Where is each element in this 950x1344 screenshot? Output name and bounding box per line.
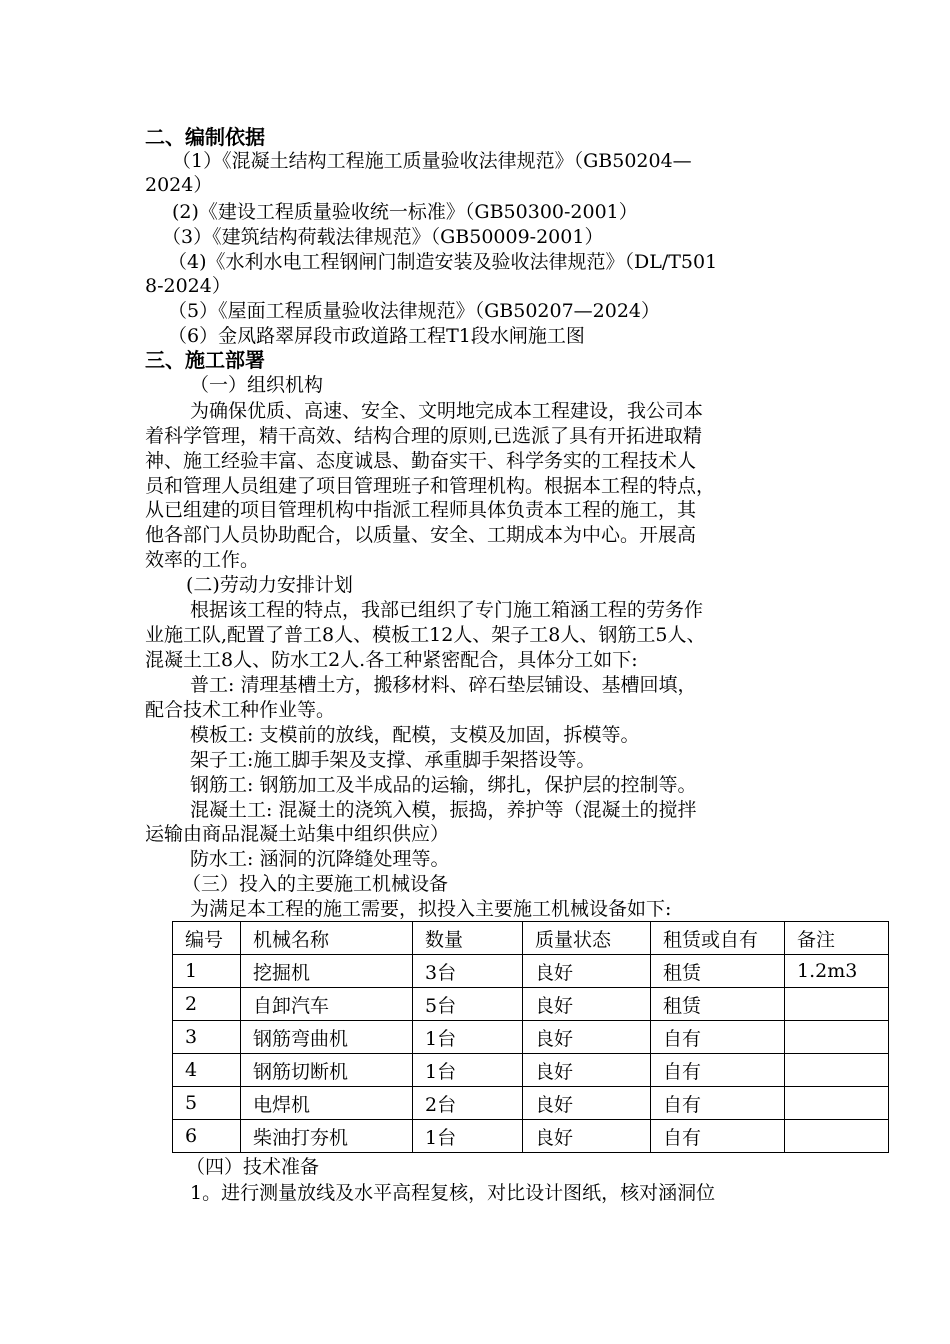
reference-1-cont: 2024） [145, 174, 213, 196]
table-cell: 良好 [523, 1120, 651, 1153]
table-cell: 租赁 [651, 988, 785, 1021]
table-cell: 租赁 [651, 955, 785, 988]
header-cell: 备注 [785, 922, 889, 955]
tech-para-line: 1。进行测量放线及水平高程复核，对比设计图纸，核对涵洞位 [190, 1182, 716, 1204]
table-cell: 5 [173, 1087, 241, 1120]
reference-4-cont: 8-2024） [145, 275, 231, 297]
table-row [173, 1054, 889, 1087]
machinery-intro: 为满足本工程的施工需要，拟投入主要施工机械设备如下: [190, 898, 672, 920]
table-cell [785, 988, 889, 1021]
machinery-title: （三）投入的主要施工机械设备 [182, 873, 449, 895]
section-3-heading: 三、施工部署 [145, 348, 265, 372]
labor-para-line: 根据该工程的特点，我部已组织了专门施工箱涵工程的劳务作 [190, 599, 704, 621]
labor-role-rebar: 钢筋工: 钢筋加工及半成品的运输，绑扎，保护层的控制等。 [190, 774, 697, 796]
table-cell: 良好 [523, 1087, 651, 1120]
tech-title: （四）技术准备 [186, 1156, 320, 1178]
labor-title: (二)劳动力安排计划 [186, 574, 353, 596]
table-cell: 1台 [413, 1021, 523, 1054]
table-cell: 3台 [413, 955, 523, 988]
table-row [173, 955, 889, 988]
labor-role-waterproof: 防水工: 涵洞的沉降缝处理等。 [190, 848, 450, 870]
labor-para-line: 业施工队,配置了普工8人、模板工12人、架子工8人、钢筋工5人、 [145, 624, 706, 646]
org-para-line: 他各部门人员协助配合，以质量、安全、工期成本为中心。开展高 [145, 524, 697, 546]
table-cell: 1台 [413, 1120, 523, 1153]
header-cell: 质量状态 [523, 922, 651, 955]
table-cell: 电焊机 [241, 1087, 413, 1120]
table-cell [785, 1087, 889, 1120]
table-row [173, 1087, 889, 1120]
labor-role-concrete: 混凝土工: 混凝土的浇筑入模，振捣，养护等（混凝土的搅拌 [190, 799, 697, 821]
table-cell [785, 1054, 889, 1087]
table-row [173, 1120, 889, 1153]
table-cell: 1.2m3 [785, 955, 889, 988]
table-cell: 1 [173, 955, 241, 988]
table-cell: 良好 [523, 1021, 651, 1054]
org-para-line: 效率的工作。 [145, 549, 260, 571]
labor-role-scaffold: 架子工:施工脚手架及支撑、承重脚手架搭设等。 [190, 749, 596, 771]
table-cell: 钢筋切断机 [241, 1054, 413, 1087]
labor-role-formwork: 模板工: 支模前的放线，配模，支模及加固，拆模等。 [190, 724, 640, 746]
table-cell: 自有 [651, 1054, 785, 1087]
table-cell: 柴油打夯机 [241, 1120, 413, 1153]
table-cell: 4 [173, 1054, 241, 1087]
labor-para-line: 混凝土工8人、防水工2人.各工种紧密配合，具体分工如下: [145, 649, 638, 671]
table-cell: 自有 [651, 1120, 785, 1153]
table-cell: 良好 [523, 955, 651, 988]
org-para-line: 员和管理人员组建了项目管理班子和管理机构。根据本工程的特点， [145, 475, 716, 497]
table-cell: 良好 [523, 1054, 651, 1087]
table-cell: 自有 [651, 1021, 785, 1054]
table-cell: 钢筋弯曲机 [241, 1021, 413, 1054]
table-cell [785, 1120, 889, 1153]
table-cell: 良好 [523, 988, 651, 1021]
org-para-line: 神、施工经验丰富、态度诚恳、勤奋实干、科学务实的工程技术人 [145, 450, 697, 472]
org-para-line: 为确保优质、高速、安全、文明地完成本工程建设，我公司本 [190, 400, 704, 422]
table-cell: 2 [173, 988, 241, 1021]
reference-1: （1）《混凝土结构工程施工质量验收法律规范》（GB50204— [172, 150, 692, 172]
org-para-line: 着科学管理，精干高效、结构合理的原则,已选派了具有开拓进取精 [145, 425, 703, 447]
reference-5: （5）《屋面工程质量验收法律规范》（GB50207—2024） [168, 300, 661, 322]
reference-3: （3）《建筑结构荷载法律规范》（GB50009-2001） [162, 226, 604, 248]
labor-role-general-cont: 配合技术工种作业等。 [145, 699, 336, 721]
table-row [173, 1021, 889, 1054]
table-cell: 2台 [413, 1087, 523, 1120]
table-cell: 自卸汽车 [241, 988, 413, 1021]
org-para-line: 从已组建的项目管理机构中指派工程师具体负责本工程的施工，其 [145, 499, 697, 521]
table-header-row [173, 922, 889, 955]
table-cell [785, 1021, 889, 1054]
table-cell: 自有 [651, 1087, 785, 1120]
section-2-heading: 二、编制依据 [145, 125, 265, 149]
machinery-table [172, 921, 889, 1153]
reference-4: （4)《水利水电工程钢闸门制造安装及验收法律规范》（DL/T501 [168, 251, 718, 273]
table-cell: 6 [173, 1120, 241, 1153]
header-cell: 编号 [173, 922, 241, 955]
labor-role-concrete-cont: 运输由商品混凝土站集中组织供应） [145, 823, 450, 845]
labor-role-general: 普工: 清理基槽土方，搬移材料、碎石垫层铺设、基槽回填， [190, 674, 697, 696]
header-cell: 数量 [413, 922, 523, 955]
table-cell: 5台 [413, 988, 523, 1021]
table-cell: 1台 [413, 1054, 523, 1087]
org-title: （一）组织机构 [190, 374, 324, 396]
header-cell: 机械名称 [241, 922, 413, 955]
table-cell: 挖掘机 [241, 955, 413, 988]
table-cell: 3 [173, 1021, 241, 1054]
table-row [173, 988, 889, 1021]
header-cell: 租赁或自有 [651, 922, 785, 955]
reference-2: (2)《建设工程质量验收统一标准》（GB50300-2001） [172, 201, 638, 223]
reference-6: （6）金凤路翠屏段市政道路工程T1段水闸施工图 [168, 325, 585, 347]
